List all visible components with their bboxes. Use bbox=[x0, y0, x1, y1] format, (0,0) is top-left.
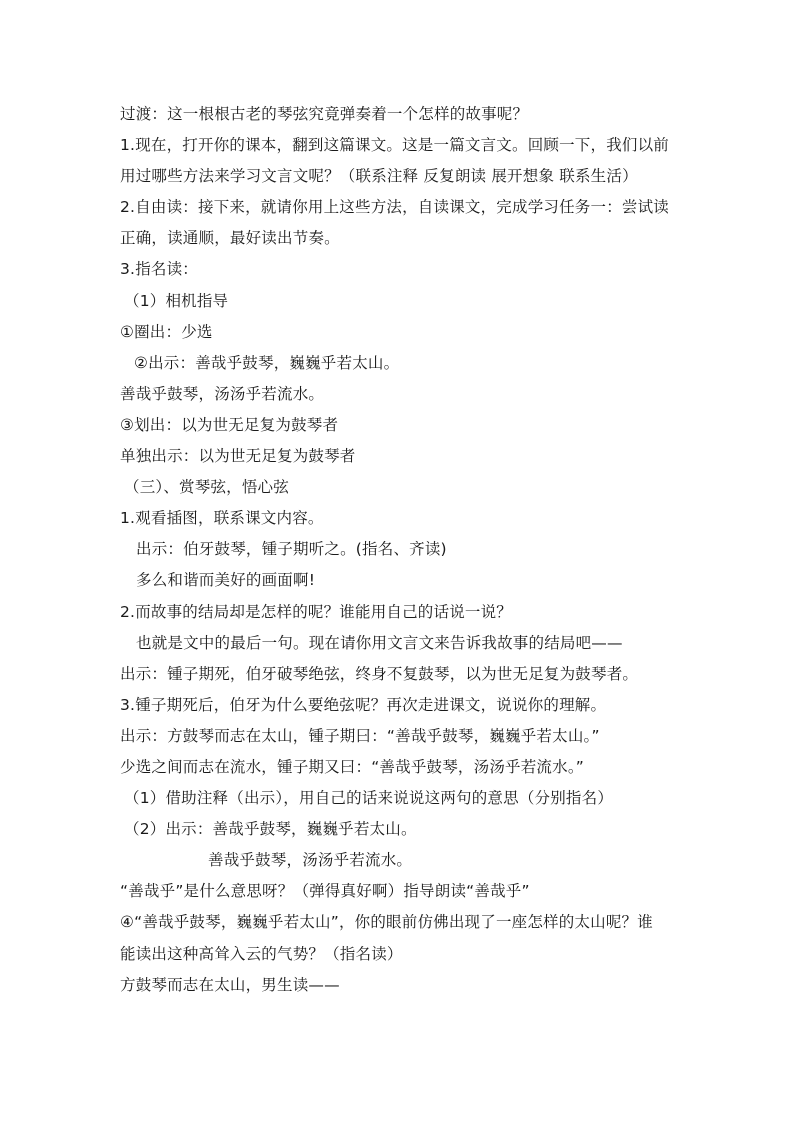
sub-item-underline: ③划出：以为世无足复为鼓琴者 bbox=[120, 415, 339, 434]
sub-item-guidance: （1）相机指导 bbox=[124, 291, 229, 310]
section-heading: （三）、赏琴弦，悟心弦 bbox=[124, 478, 289, 497]
paragraph-illustration: 1.观看插图，联系课文内容。 bbox=[120, 509, 324, 528]
single-show-line: 单独出示：以为世无足复为鼓琴者 bbox=[120, 447, 356, 466]
quote-line: 善哉乎鼓琴，汤汤乎若流水。 bbox=[120, 384, 325, 403]
quote-line-indented: 善哉乎鼓琴，汤汤乎若流水。 bbox=[208, 851, 413, 870]
show-line-ending: 出示：锺子期死，伯牙破琴绝弦，终身不复鼓琴，以为世无足复为鼓琴者。 bbox=[120, 664, 639, 683]
sub-item-circle: ①圈出：少选 bbox=[120, 322, 213, 341]
paragraph-last-sentence: 也就是文中的最后一句。现在请你用文言文来告诉我故事的结局吧—— bbox=[136, 633, 623, 652]
paragraph-step-1: 1.现在，打开你的课本，翻到这篇课文。这是一篇文言文。回顾一下，我们以前 bbox=[120, 136, 669, 155]
paragraph-step-2: 2.自由读：接下来，就请你用上这些方法，自读课文，完成学习任务一：尝试读 bbox=[120, 198, 669, 217]
question-shanzaihu: “善哉乎”是什么意思呀？（弹得真好啊）指导朗读“善哉乎” bbox=[120, 882, 530, 901]
comment-line: 多么和谐而美好的画面啊! bbox=[136, 571, 316, 590]
sub-item-show-2: （2）出示：善哉乎鼓琴，巍巍乎若太山。 bbox=[124, 820, 417, 839]
show-line: 出示：伯牙鼓琴，锺子期听之。(指名、齐读) bbox=[136, 540, 447, 559]
document-body bbox=[120, 99, 690, 1001]
paragraph-ending-question: 2.而故事的结局却是怎样的呢？谁能用自己的话说一说？ bbox=[120, 602, 512, 621]
paragraph-mountain: ④“善哉乎鼓琴，巍巍乎若太山”，你的眼前仿佛出现了一座怎样的太山呢？谁 bbox=[120, 913, 653, 932]
sub-item-show: ②出示：善哉乎鼓琴，巍巍乎若太山。 bbox=[134, 353, 400, 372]
paragraph-mountain-cont: 能读出这种高耸入云的气势？（指名读） bbox=[120, 944, 403, 963]
paragraph-why-question: 3.锺子期死后，伯牙为什么要绝弦呢？再次走进课文，说说你的理解。 bbox=[120, 695, 607, 714]
paragraph-transition: 过渡：这一根根古老的琴弦究竟弹奏着一个怎样的故事呢？ bbox=[120, 105, 529, 123]
paragraph-step-1-cont: 用过哪些方法来学习文言文呢？（联系注释 反复朗读 展开想象 联系生活） bbox=[120, 167, 638, 186]
quote-line-liushui: 少选之间而志在流水，锺子期又曰：“善哉乎鼓琴，汤汤乎若流水。” bbox=[120, 757, 585, 776]
paragraph-boys-read: 方鼓琴而志在太山，男生读—— bbox=[120, 975, 340, 994]
show-line-taishan: 出示：方鼓琴而志在太山，锺子期曰：“善哉乎鼓琴，巍巍乎若太山。” bbox=[120, 726, 600, 745]
paragraph-step-3: 3.指名读： bbox=[120, 260, 198, 279]
sub-item-notes: （1）借助注释（出示），用自己的话来说说这两句的意思（分别指名） bbox=[124, 789, 614, 808]
paragraph-step-2-cont: 正确，读通顺，最好读出节奏。 bbox=[120, 229, 340, 248]
